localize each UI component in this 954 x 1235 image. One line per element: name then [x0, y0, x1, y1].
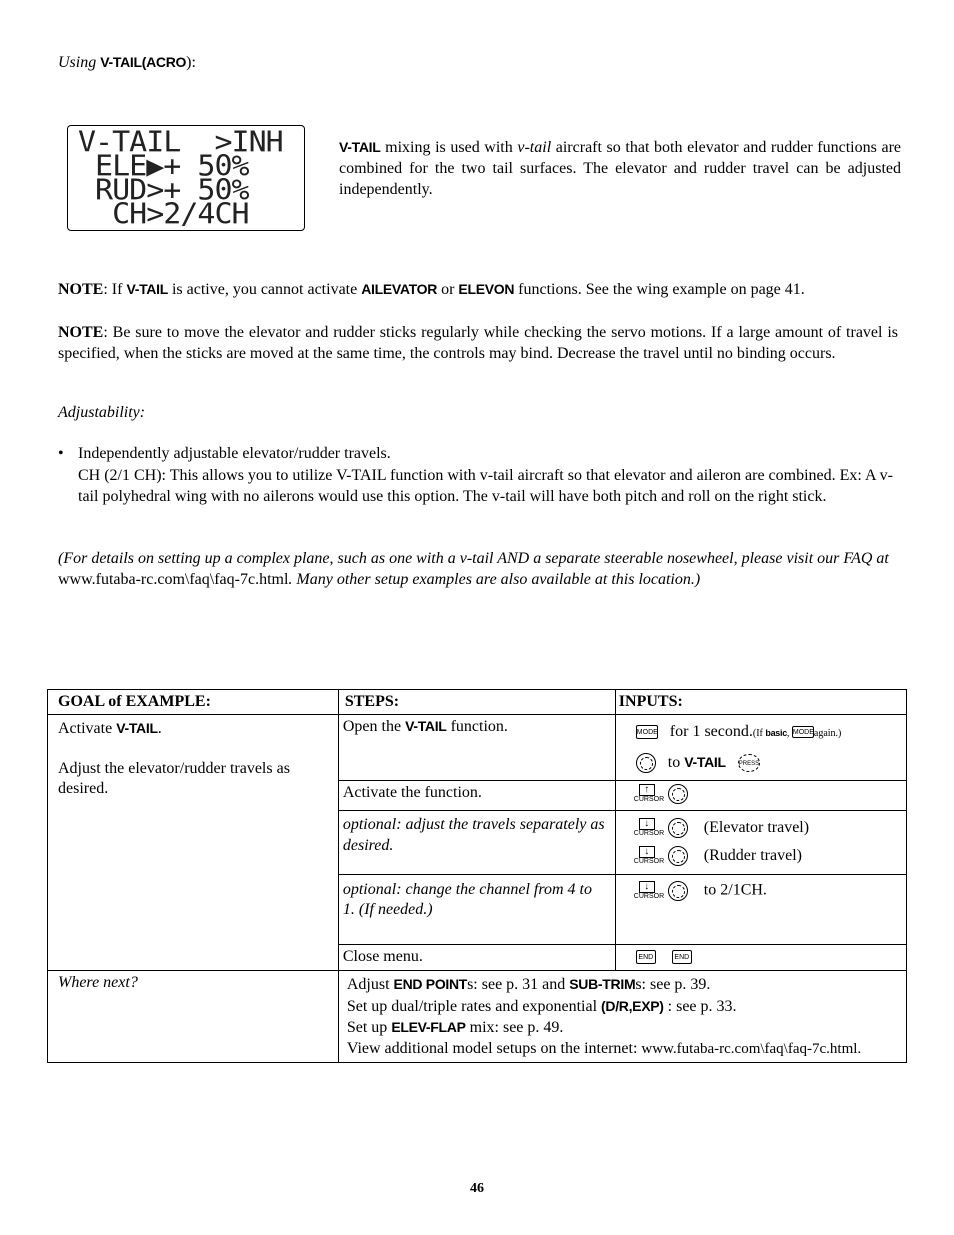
details-paragraph: (For details on setting up a complex plane, such as one with a v-tail AND a separate steerable nosewheel, please visit our FAQ at www.futaba-rc.com\faq\faq-7c.html. Many other setup examples are also available at this location.) — [58, 550, 889, 588]
example-table — [47, 689, 907, 1063]
step-change-channel: optional: change the channel from 4 to 1. (If needed.) — [338, 875, 615, 945]
adjustability-item-2: CH (2/1 CH): This allows you to utilize V-TAIL function with v-tail aircraft so that elevator and aileron are combined. Ex: A v-tail polyhedral wing with no ailerons would use this option. The v-tail will have both pitch and roll on the right stick. — [78, 467, 893, 505]
dial-icon[interactable] — [668, 818, 688, 838]
header-goal: GOAL of EXAMPLE: — [48, 690, 339, 715]
input-adjust-travels: ↓ CURSOR (Elevator travel) ↓ CURSOR (Rudder travel) — [615, 811, 906, 875]
bullet: • — [58, 445, 64, 462]
table-row — [48, 971, 907, 1063]
faq-link[interactable]: www.futaba-rc.com\faq\faq-7c.html — [58, 571, 289, 588]
press-dial-icon[interactable]: PRESS — [738, 754, 760, 772]
adjustability-item-1: Independently adjustable elevator/rudder travels. — [78, 445, 391, 462]
lcd-display — [67, 125, 305, 231]
cursor-down-icon[interactable]: ↓ CURSOR — [633, 818, 665, 838]
page-number: 46 — [470, 1181, 484, 1196]
header-steps: STEPS: — [338, 690, 615, 715]
dial-icon[interactable] — [668, 846, 688, 866]
mode-key-icon[interactable]: MODE — [792, 726, 814, 738]
input-change-channel: ↓ CURSOR to 2/1CH. — [615, 875, 906, 945]
end-key-icon[interactable]: END — [672, 950, 692, 964]
section-header: Using V-TAIL(ACRO): — [58, 54, 196, 71]
faq-link[interactable]: www.futaba-rc.com\faq\faq-7c.html. — [641, 1040, 862, 1057]
header-inputs: INPUTS: — [615, 690, 906, 715]
lcd-line-3: RUD>+ 50% — [78, 173, 249, 208]
step-open: Open the V-TAIL function. — [338, 715, 615, 781]
note-1: NOTE: If V-TAIL is active, you cannot activate AILEVATOR or ELEVON functions. See the wing example on page 41. — [58, 281, 805, 298]
table-row — [48, 715, 907, 781]
dial-icon[interactable] — [668, 881, 688, 901]
dial-icon[interactable] — [668, 784, 688, 804]
cursor-up-icon[interactable]: ↑ CURSOR — [633, 784, 665, 803]
where-next-content: Adjust END POINTs: see p. 31 and SUB-TRIMs: see p. 39. Set up dual/triple rates and exponential (D/R,EXP) : see p. 33. Set up ELEV-FLAP mix: see p. 49. View additional model setups on the internet: www.futaba-rc.com\faq\faq-7c.html. — [338, 971, 906, 1063]
lcd-line-2: ELE▶+ 50% — [78, 149, 249, 184]
step-activate: Activate the function. — [338, 781, 615, 811]
dial-icon[interactable] — [636, 753, 656, 773]
lcd-line-4: CH>2/4CH — [78, 197, 249, 232]
where-next-label: Where next? — [48, 971, 339, 1063]
adjustability-heading: Adjustability: — [58, 404, 146, 421]
end-key-icon[interactable]: END — [636, 950, 656, 964]
mode-key-icon[interactable]: MODE — [636, 725, 658, 739]
goal-cell: Activate V-TAIL. Adjust the elevator/rudder travels as desired. — [48, 715, 339, 971]
input-activate — [615, 781, 906, 811]
table-header-row — [48, 690, 907, 715]
note-2: NOTE: Be sure to move the elevator and rudder sticks regularly while checking the servo motions. If a large amount of travel is specified, when the sticks are moved at the same time, the controls may bind. Decrease the travel until no binding occurs. — [58, 324, 898, 362]
lcd-line-1: V-TAIL >INH — [78, 125, 283, 160]
step-adjust-travels: optional: adjust the travels separately as desired. — [338, 811, 615, 875]
input-open: MODE for 1 second.(If basic, MODEagain.) to V-TAIL PRESS — [615, 715, 906, 781]
input-close — [615, 945, 906, 971]
cursor-down-icon[interactable]: ↓ CURSOR — [633, 846, 665, 866]
intro-paragraph: V-TAIL mixing is used with v-tail aircraft so that both elevator and rudder functions are combined for the two tail surfaces. The elevator and rudder travel can be adjusted independently. — [339, 139, 901, 198]
cursor-down-icon[interactable]: ↓ CURSOR — [633, 881, 665, 900]
step-close: Close menu. — [338, 945, 615, 971]
